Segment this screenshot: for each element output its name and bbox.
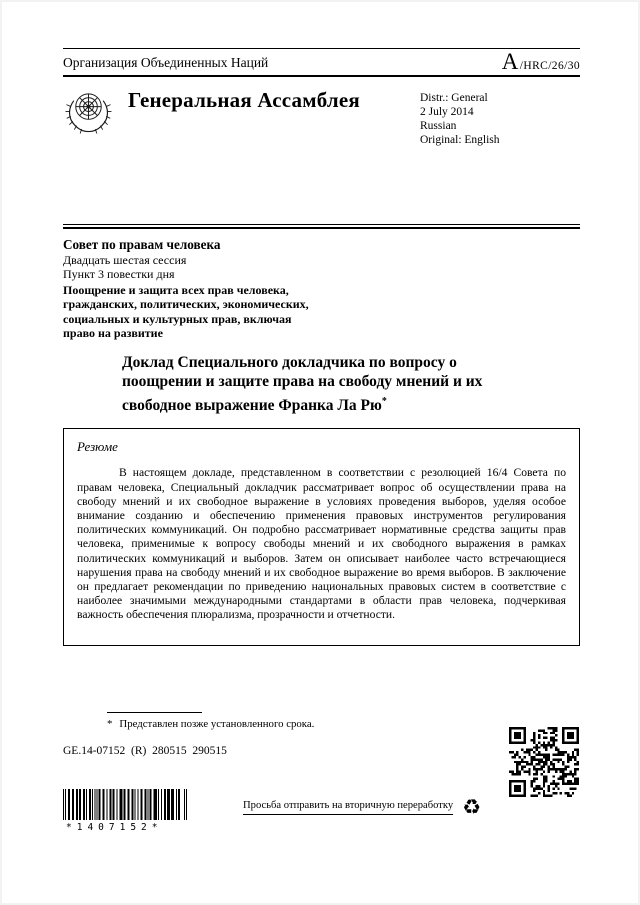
recycle-note	[243, 797, 481, 818]
distr-line: Distr.: General	[420, 91, 488, 104]
footnote-marker: *	[107, 718, 113, 730]
barcode	[63, 789, 187, 820]
un-emblem-icon	[65, 86, 112, 135]
barcode-text: *1407152*	[66, 822, 163, 833]
doc-symbol	[501, 49, 580, 74]
qr-code	[509, 727, 579, 797]
distr-block	[420, 91, 500, 147]
session-block	[63, 237, 580, 341]
ge-number: GE.14-07152 (R) 280515 290515	[63, 745, 227, 757]
doc-symbol-number: /HRC/26/30	[519, 59, 580, 72]
footnote-text: Представлен позже установленного срока.	[119, 718, 315, 730]
document-content	[63, 0, 580, 646]
section-divider	[63, 224, 580, 229]
distr-language: Russian	[420, 119, 457, 132]
title-footnote-marker: *	[381, 395, 387, 407]
footnote-divider	[107, 712, 202, 713]
footnote	[107, 718, 403, 730]
document-header	[63, 49, 580, 77]
recycle-icon: ♻	[462, 795, 482, 819]
council-heading: Совет по правам человека	[63, 236, 221, 252]
report-title-text: Доклад Специального докладчика по вопросу о поощрении и защите права на свободу мнений и их свободное выражение Франка Ла Рю	[122, 353, 483, 414]
distr-original: Original: English	[420, 133, 500, 146]
summary-box	[63, 428, 580, 646]
org-name: Организация Объединенных Наций	[63, 54, 269, 70]
summary-body: В настоящем докладе, представленном в соответствии с резолюцией 16/4 Совета по правам человека, Специальный докладчик рассматривает вопрос об осуществлении права на свободу мнений и их свободное выражение в условиях проведения выборов, уделяя особое внимание созданию и обеспечению применения правовых инструментов регулирования политических коммуникаций. Он подробно рассматривает нормативные средства защиты прав человека, применимые к вопросу свободы мнений и их свободного выражения в рамках политических коммуникаций и выборов. Затем он описывает наиболее часто встречающиеся нарушения права на свободу мнений и их свободное выражение во время выборов. В заключение он предлагает рекомендации по приведению национальных правовых систем в соответствие с наиболее значимыми международными стандартами в области прав человека, подчеркивая важность обеспечения плюрализма, прозрачности и отчетности.	[77, 466, 566, 622]
recycle-note-text: Просьба отправить на вторичную переработку	[243, 800, 453, 815]
distr-date: 2 July 2014	[420, 105, 474, 118]
agenda-title: Поощрение и защита всех прав человека, гражданских, политических, экономических, социальных и культурных прав, включая право на развитие	[63, 282, 309, 341]
footnote-area	[63, 712, 403, 757]
report-title	[122, 353, 484, 416]
barcode-block	[63, 789, 187, 833]
summary-heading: Резюме	[77, 439, 118, 455]
session-number: Двадцать шестая сессия	[63, 252, 187, 267]
assembly-title: Генеральная Ассамблея	[128, 87, 360, 112]
doc-symbol-letter: A	[501, 49, 519, 74]
agenda-item: Пункт 3 повестки дня	[63, 267, 175, 282]
masthead	[63, 77, 580, 224]
